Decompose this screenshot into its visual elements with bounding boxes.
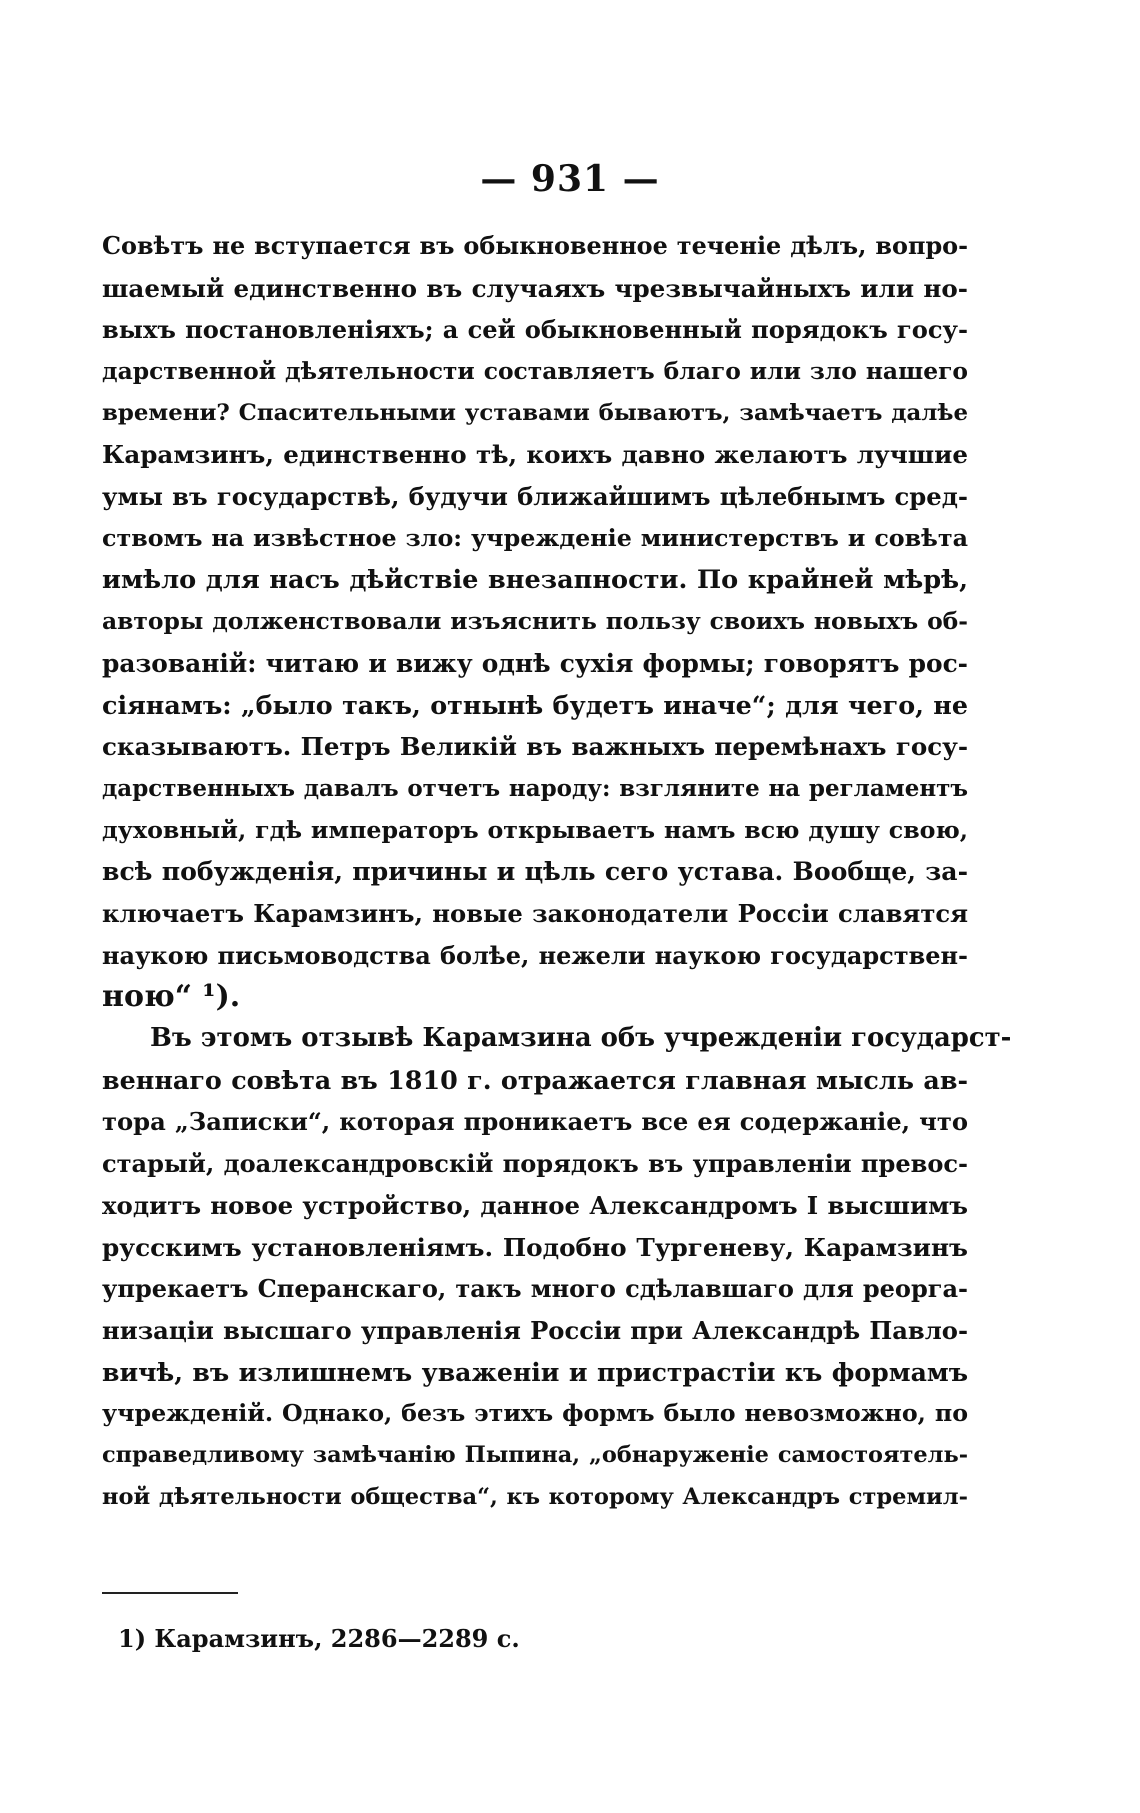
text-line: умы въ государствѣ, будучи ближайшимъ цѣлебнымъ сред- bbox=[102, 482, 968, 512]
text-line: духовный, гдѣ императоръ открываетъ намъ всю душу свою, bbox=[102, 815, 968, 844]
footnote: 1) Карамзинъ, 2286—2289 с. bbox=[118, 1624, 520, 1653]
page-number: — 931 — bbox=[480, 158, 660, 200]
text-line: тора „Записки“, которая проникаетъ все ея содержаніе, что bbox=[102, 1107, 968, 1137]
footnote-divider bbox=[102, 1592, 238, 1594]
text-line: низаціи высшаго управленія Россіи при Александрѣ Павло- bbox=[102, 1315, 968, 1345]
text-line: Карамзинъ, единственно тѣ, коихъ давно желаютъ лучшие bbox=[102, 440, 968, 470]
text-line: веннаго совѣта въ 1810 г. отражается главная мысль ав- bbox=[102, 1064, 968, 1095]
text-line: вичѣ, въ излишнемъ уваженіи и пристрастіи къ формамъ bbox=[102, 1356, 968, 1387]
text-line: наукою письмоводства болѣе, нежели наукою государствен- bbox=[102, 940, 968, 970]
text-line: дарственныхъ давалъ отчетъ народу: взгляните на регламентъ bbox=[102, 774, 968, 802]
text-line: Въ этомъ отзывѣ Карамзина объ учрежденіи государст- bbox=[150, 1023, 1012, 1054]
text-line: ною“ ¹). bbox=[102, 979, 241, 1015]
text-line: упрекаетъ Сперанскаго, такъ много сдѣлавшаго для реорга- bbox=[102, 1274, 968, 1304]
text-line: учрежденій. Однако, безъ этихъ формъ было невозможно, по bbox=[102, 1399, 968, 1428]
text-line: сказываютъ. Петръ Великій въ важныхъ перемѣнахъ госу- bbox=[102, 732, 968, 762]
text-line: дарственной дѣятельности составляетъ благо или зло нашего bbox=[102, 357, 968, 386]
text-line: Совѣтъ не вступается въ обыкновенное теченіе дѣлъ, вопро- bbox=[102, 232, 968, 260]
text-line: старый, доалександровскій порядокъ въ управленіи превос- bbox=[102, 1149, 968, 1179]
text-line: времени? Спасительными уставами бываютъ, замѣчаетъ далѣе bbox=[102, 399, 968, 426]
text-line: ной дѣятельности общества“, къ которому Александръ стремил- bbox=[102, 1483, 968, 1510]
text-line: ствомъ на извѣстное зло: учрежденіе министерствъ и совѣта bbox=[102, 523, 968, 552]
body-text bbox=[102, 226, 1012, 1518]
text-line: всѣ побужденія, причины и цѣль сего устава. Вообще, за- bbox=[102, 856, 968, 887]
text-line: шаемый единственно въ случаяхъ чрезвычайныхъ или но- bbox=[102, 273, 968, 303]
text-line: разованій: читаю и вижу однѣ сухія формы; говорятъ рос- bbox=[102, 648, 968, 678]
text-line: выхъ постановленіяхъ; а сей обыкновенный порядокъ госу- bbox=[102, 315, 968, 345]
text-line: ходитъ новое устройство, данное Александромъ I высшимъ bbox=[102, 1190, 968, 1220]
text-line: сіянамъ: „было такъ, отнынѣ будетъ иначе“; для чего, не bbox=[102, 689, 968, 720]
text-line: ключаетъ Карамзинъ, новые законодатели Россіи славятся bbox=[102, 899, 968, 928]
text-line: справедливому замѣчанію Пыпина, „обнаруженіе самостоятель- bbox=[102, 1441, 968, 1468]
text-line: русскимъ установленіямъ. Подобно Тургеневу, Карамзинъ bbox=[102, 1232, 968, 1262]
text-line: авторы долженствовали изъяснить пользу своихъ новыхъ об- bbox=[102, 607, 968, 636]
text-line: имѣло для насъ дѣйствіе внезапности. По крайней мѣрѣ, bbox=[102, 564, 968, 595]
